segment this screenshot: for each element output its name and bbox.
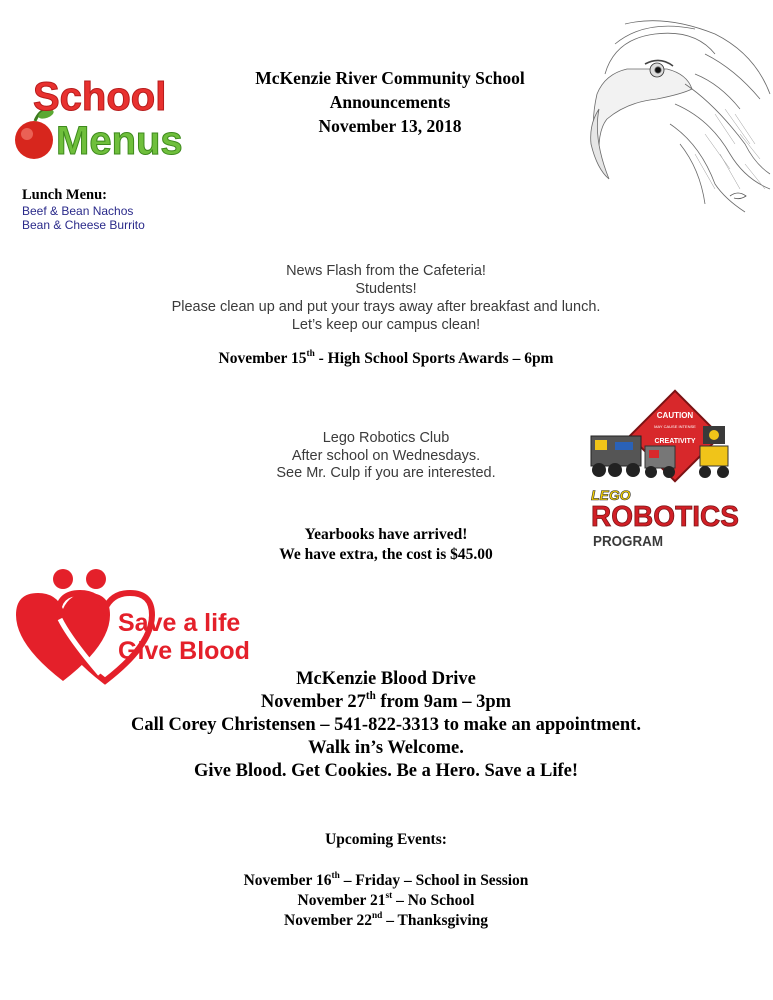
robotics-club-title: Lego Robotics Club (322, 430, 450, 446)
event-description: – No School (392, 892, 475, 909)
caution-small-text: MAY CAUSE INTENSE (654, 424, 696, 429)
school-name: McKenzie River Community School (255, 68, 525, 88)
save-a-life-text: Save a life (118, 609, 241, 637)
cafeteria-news (100, 262, 672, 334)
school-menus-word2: Menus (56, 119, 183, 162)
event-item (150, 911, 622, 931)
lunch-menu-title: Lunch Menu: (22, 187, 108, 203)
date-suffix: nd (371, 910, 383, 921)
lunch-menu (22, 187, 222, 232)
blood-drive (80, 668, 692, 783)
blood-drive-date (80, 691, 692, 714)
blood-drive-date-text: November 27 (260, 692, 366, 712)
blood-drive-time: from 9am – 3pm (375, 692, 512, 712)
yearbooks-title: Yearbooks have arrived! (304, 526, 468, 543)
lunch-item: Beef & Bean Nachos (22, 204, 134, 218)
blood-drive-contact: Call Corey Christensen – 541-822-3313 to make an appointment. (131, 715, 641, 735)
creativity-text: CREATIVITY (654, 438, 696, 445)
event-date: November 21 (297, 892, 386, 909)
event-date: November 16 (243, 872, 332, 889)
yearbooks-price: We have extra, the cost is $45.00 (279, 546, 493, 563)
eagle-sketch (585, 14, 773, 214)
date-suffix: st (385, 890, 393, 901)
blood-drive-title: McKenzie Blood Drive (296, 669, 476, 689)
sports-awards-date: November 15 (218, 350, 307, 367)
robotics-club (200, 430, 572, 483)
cafeteria-line: Students! (355, 281, 417, 297)
header-title: Announcements (329, 92, 451, 112)
yearbooks (150, 525, 622, 565)
lunch-item: Bean & Cheese Burrito (22, 218, 145, 232)
robotics-club-line: After school on Wednesdays. (291, 447, 481, 464)
date-suffix: th (365, 689, 376, 702)
caution-text: CAUTION (656, 411, 694, 420)
date-suffix: th (306, 348, 315, 359)
robotics-club-line: See Mr. Culp if you are interested. (276, 465, 496, 481)
lego-text: LEGO (591, 487, 631, 503)
school-menus-logo (10, 72, 195, 162)
sports-awards-text: - High School Sports Awards – 6pm (314, 350, 554, 367)
date-suffix: th (331, 870, 340, 881)
blood-drive-slogan: Give Blood. Get Cookies. Be a Hero. Save a Life! (193, 761, 578, 781)
robotics-text: ROBOTICS (591, 501, 739, 533)
event-description: – Thanksgiving (382, 912, 488, 929)
header-date: November 13, 2018 (318, 116, 462, 136)
cafeteria-line: Please clean up and put your trays away after breakfast and lunch. (171, 299, 601, 315)
give-blood-text: Give Blood (118, 637, 250, 665)
announcement-header (200, 66, 580, 138)
cafeteria-heading: News Flash from the Cafeteria! (286, 263, 486, 279)
blood-drive-walkin: Walk in’s Welcome. (308, 738, 464, 758)
event-description: – Friday – School in Session (339, 872, 529, 889)
event-date: November 22 (284, 912, 372, 929)
cafeteria-line: Let’s keep our campus clean! (291, 317, 481, 333)
sports-awards (100, 349, 672, 369)
upcoming-events (150, 830, 622, 931)
event-item (150, 891, 622, 911)
program-text: PROGRAM (593, 533, 663, 550)
event-item (150, 871, 622, 891)
upcoming-events-title: Upcoming Events: (325, 831, 447, 848)
school-menus-word1: School (33, 75, 167, 119)
